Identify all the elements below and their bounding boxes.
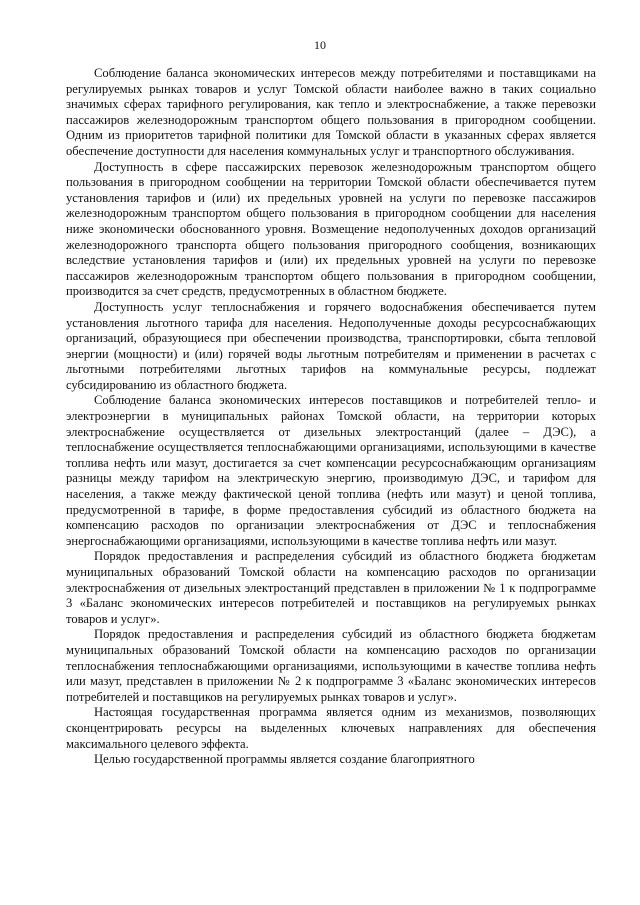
paragraph-2: Доступность в сфере пассажирских перевозок железнодорожным транспортом общего пользования в пригородном сообщении на территории Томской области обеспечивается путем установления тарифов и (или) их предельных уровней на услуги по перевозке пассажиров железнодорожным транспортом общего пользования в пригородном сообщении для населения ниже экономически обоснованного уровня. Возмещение недополученных доходов организаций железнодорожного транспорта общего пользования пригородного сообщения, возникающих вследствие установления тарифов и (или) их предельных уровней на услуги по перевозке пассажиров железнодорожным транспортом общего пользования в пригородном сообщении, производится за счет средств, предусмотренных в областном бюджете. [66,159,596,299]
paragraph-5: Порядок предоставления и распределения субсидий из областного бюджета бюджетам муниципальных образований Томской области на компенсацию расходов по организации электроснабжения от дизельных электростанций представлен в приложении № 1 к подпрограмме 3 «Баланс экономических интересов потребителей и поставщиков на регулируемых рынках товаров и услуг». [66,549,596,626]
page-number: 10 [314,38,326,52]
paragraph-7: Настоящая государственная программа является одним из механизмов, позволяющих сконцентрировать ресурсы на выделенных ключевых направлениях для обеспечения максимального целевого эффекта. [66,705,596,751]
paragraph-6: Порядок предоставления и распределения субсидий из областного бюджета бюджетам муниципальных образований Томской области на компенсацию расходов по организации теплоснабжения теплоснабжающими организациями, использующими в качестве топлива нефть или мазут, представлен в приложении № 2 к подпрограмме 3 «Баланс экономических интересов потребителей и поставщиков на регулируемых рынках товаров и услуг». [66,627,596,704]
paragraph-1: Соблюдение баланса экономических интересов между потребителями и поставщиками на регулируемых рынках товаров и услуг Томской области наиболее важно в таких социально значимых сферах тарифного регулирования, как тепло и электроснабжение, а также перевозки пассажиров железнодорожным транспортом общего пользования в пригородном сообщении. Одним из приоритетов тарифной политики для Томской области в указанных сферах является обеспечение доступности для населения коммунальных услуг и транспортного обслуживания. [66,66,596,158]
paragraph-8: Целью государственной программы является создание благоприятного [94,752,475,767]
paragraph-3: Доступность услуг теплоснабжения и горячего водоснабжения обеспечивается путем установления льготного тарифа для населения. Недополученные доходы ресурсоснабжающих организаций, образующиеся при обеспечении производства, транспортировки, сбыта тепловой энергии (мощности) и (или) горячей воды льготным потребителям и применении в расчетах с льготными потребителями льготных тарифов на коммунальные ресурсы, подлежат субсидированию из областного бюджета. [66,299,596,392]
document-body [66,66,596,768]
paragraph-4: Соблюдение баланса экономических интересов поставщиков и потребителей тепло- и электроэнергии в муниципальных районах Томской области, на территории которых электроснабжение осуществляется от дизельных электростанций (далее – ДЭС), а теплоснабжение осуществляется теплоснабжающими организациями, использующими в качестве топлива нефть или мазут, достигается за счет компенсации ресурсоснабжающим организациям разницы между тарифом на электрическую энергию, производимую ДЭС, и тарифом для населения, а также между фактической ценой топлива (нефть или мазут) и ценой топлива, предусмотренной в тарифе, в форме предоставления субсидий из областного бюджета на компенсацию расходов по организации электроснабжения от ДЭС и теплоснабжения энергоснабжающими организациями, использующими в качестве топлива нефть или мазут. [66,393,596,548]
